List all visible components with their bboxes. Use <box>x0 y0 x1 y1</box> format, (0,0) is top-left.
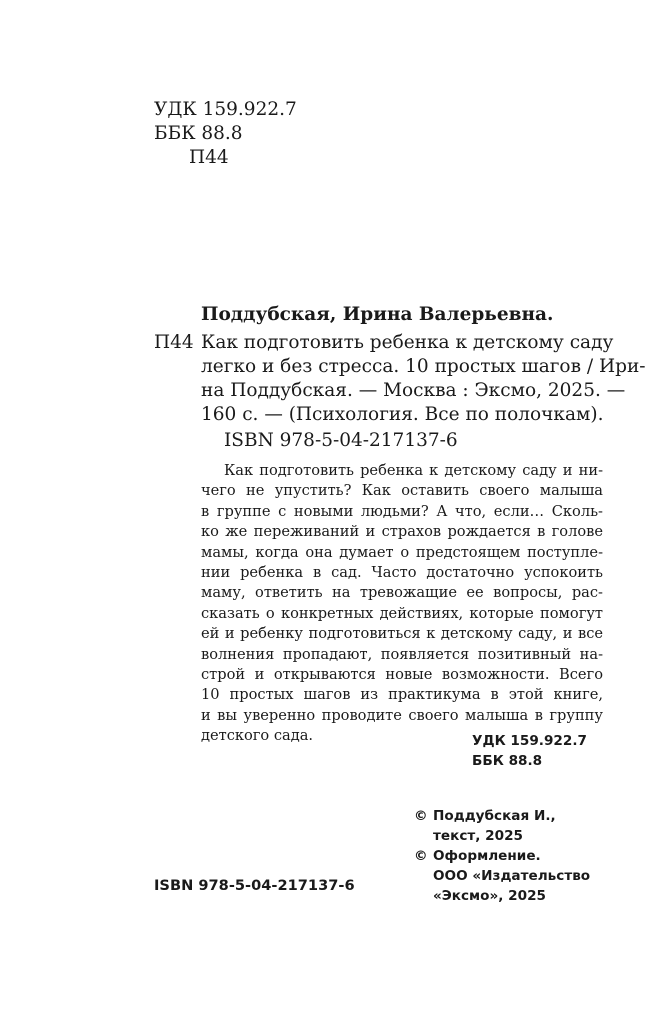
annotation-line: мамы, когда она думает о предстоящем поступле- <box>201 543 603 561</box>
copyright-symbol: © <box>414 848 428 864</box>
description-line: легко и без стресса. 10 простых шагов / Ири- <box>201 356 646 377</box>
copyright-text: ООО «Издательство <box>433 868 591 884</box>
bibliographic-description <box>201 331 646 427</box>
annotation-line: ей и ребенку подготовиться к детскому саду, и все <box>201 625 603 643</box>
isbn-bottom: ISBN 978-5-04-217137-6 <box>154 877 355 894</box>
author-name: Поддубская, Ирина Валерьевна. <box>201 304 554 325</box>
annotation-line: чего не упустить? Как оставить своего малыша <box>201 482 603 500</box>
catalog-code: П44 <box>154 332 194 353</box>
footer-udk-code: УДК 159.922.7 <box>472 733 587 749</box>
bbk-code: ББК 88.8 <box>154 123 243 144</box>
udk-code: УДК 159.922.7 <box>154 99 297 120</box>
annotation-paragraph <box>201 461 603 746</box>
description-line: на Поддубская. — Москва : Эксмо, 2025. — <box>201 380 626 401</box>
copyright-row <box>414 806 590 826</box>
annotation-line: 10 простых шагов из практикума в этой книге, <box>201 686 603 704</box>
annotation-line: сказать о конкретных действиях, которые помогут <box>201 604 603 622</box>
annotation-line: ко же переживаний и страхов рождается в голове <box>201 523 603 541</box>
annotation-line: строй и открываются новые возможности. Всего <box>201 665 603 683</box>
copyright-text: «Эксмо», 2025 <box>433 888 547 904</box>
annotation-line: нии ребенка в сад. Часто достаточно успокоить <box>201 563 603 581</box>
isbn-record: ISBN 978-5-04-217137-6 <box>224 430 458 451</box>
footer-bbk-code: ББК 88.8 <box>472 753 543 769</box>
copyright-symbol: © <box>414 808 428 824</box>
copyright-row <box>414 846 590 866</box>
copyright-text: Поддубская И., <box>433 808 556 824</box>
annotation-line: и вы уверенно проводите своего малыша в группу <box>201 706 603 724</box>
description-line: Как подготовить ребенка к детскому саду <box>201 332 614 353</box>
description-line: 160 с. — (Психология. Все по полочкам). <box>201 404 604 425</box>
annotation-line: детского сада. <box>201 727 314 745</box>
footer-classification-codes <box>472 731 587 771</box>
copyright-text: текст, 2025 <box>433 828 523 844</box>
classification-codes <box>154 98 297 170</box>
annotation-line: маму, ответить на тревожащие ее вопросы, рас- <box>201 584 603 602</box>
annotation-line: волнения пропадают, появляется позитивный на- <box>201 645 603 663</box>
annotation-line: Как подготовить ребенка к детскому саду и ни- <box>224 462 603 479</box>
annotation-line: в группе с новыми людьми? А что, если… Сколь- <box>201 502 603 520</box>
author-mark: П44 <box>189 147 229 168</box>
copyright-block <box>414 806 590 906</box>
copyright-text: Оформление. <box>433 848 541 864</box>
